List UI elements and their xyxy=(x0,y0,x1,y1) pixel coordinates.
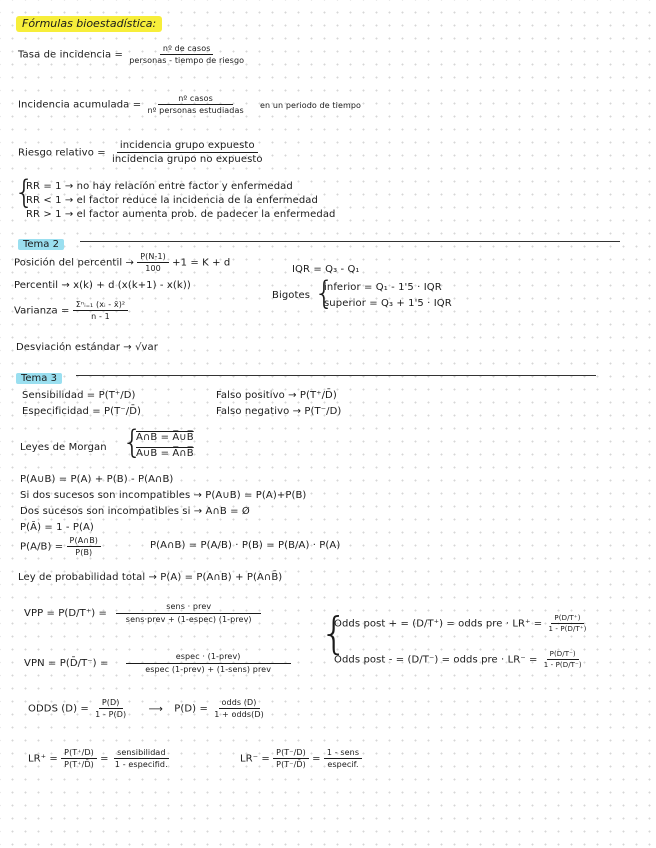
tasa-incidencia-den: personas - tiempo de riesgo xyxy=(129,56,245,65)
varianza-fraction xyxy=(73,300,128,321)
tema-3-heading-text: Tema 3 xyxy=(16,373,62,384)
odds-label: ODDS (D) = xyxy=(28,703,89,715)
morgan-law-1-text: A∩B = A̅∪B̅ xyxy=(136,432,194,443)
odds-post-negative xyxy=(334,650,585,669)
tasa-incidencia-label: Tasa de incidencia = xyxy=(18,49,123,61)
posicion-percentil-suffix: +1 = K + d xyxy=(172,257,231,269)
lr-negative-num-2: 1 - sens xyxy=(324,748,362,759)
rr-rule-less: RR < 1 → el factor reduce la incidencia de la enfermedad xyxy=(26,195,318,206)
prob-d-fraction xyxy=(211,698,267,719)
odds-post-positive-text: Odds post + = (D/T⁺) = odds pre · LR⁺ = xyxy=(334,618,543,630)
bigotes-label: Bigotes xyxy=(272,290,311,301)
odds-post-negative-den: 1 - P(D/T⁻) xyxy=(543,661,582,669)
desviacion-estandar-formula: Desviación estándar → √var xyxy=(16,342,158,353)
percentil-formula: Percentil → x(k) + d (x(k+1) - x(k)) xyxy=(14,280,191,291)
odds-post-positive-fraction xyxy=(546,614,590,633)
varianza-num: Σⁿᵢ₌₁ (xᵢ - x̄)² xyxy=(73,300,128,311)
odds-formula xyxy=(28,698,267,719)
odds-post-negative-text: Odds post - = (D/T⁻) = odds pre · LR⁻ = xyxy=(334,654,538,666)
lr-negative-fraction-2 xyxy=(324,748,362,769)
vpn-num: espec · (1-prev) xyxy=(126,652,291,664)
bigotes-list xyxy=(324,280,452,312)
vpn-label: VPN = P(D̄/T⁻) = xyxy=(24,658,109,669)
falso-positivo-formula: Falso positivo → P(T⁺/D̄) xyxy=(216,390,337,401)
varianza-formula xyxy=(14,300,128,321)
varianza-den: n - 1 xyxy=(91,312,110,321)
incidencia-acumulada-formula xyxy=(18,94,361,115)
incompatibles-def: Dos sucesos son incompatibles si → A∩B = Ø xyxy=(20,506,250,517)
lr-negative-num: P(T⁻/D) xyxy=(273,748,309,759)
union-formula: P(A∪B) = P(A) + P(B) - P(A∩B) xyxy=(20,474,174,485)
morgan-law-2 xyxy=(136,446,194,462)
tema-3-divider xyxy=(76,375,596,376)
posicion-percentil-fraction xyxy=(137,252,169,273)
rr-rules-brace: { xyxy=(14,173,35,211)
odds-num: P(D) xyxy=(99,698,123,709)
posicion-percentil-den: 100 xyxy=(145,264,161,273)
lr-positive-label: LR⁺ = xyxy=(28,753,58,765)
riesgo-relativo-fraction xyxy=(109,140,266,165)
odds-post-positive-den: 1 - P(D/T⁺) xyxy=(548,625,587,633)
vpp-fraction xyxy=(116,602,261,624)
lr-negative-eq: = xyxy=(312,753,321,765)
morgan-list xyxy=(136,430,194,462)
bigotes-brace: { xyxy=(314,274,335,312)
condicional-fraction xyxy=(67,536,101,557)
especificidad-formula: Especificidad = P(T⁻/D̄) xyxy=(22,406,142,417)
lr-positive-eq: = xyxy=(100,753,109,765)
riesgo-relativo-label: Riesgo relativo = xyxy=(18,147,106,159)
odds-arrow: ⟶ xyxy=(148,703,163,715)
prob-d-den: 1 + odds(D) xyxy=(214,710,264,719)
sensibilidad-formula: Sensibilidad = P(T⁺/D) xyxy=(22,390,136,401)
incidencia-acumulada-den: nº personas estudiadas xyxy=(147,106,244,115)
riesgo-relativo-formula xyxy=(18,140,266,165)
morgan-law-1 xyxy=(136,430,194,446)
vpn-formula xyxy=(24,652,291,674)
tema-2-heading xyxy=(18,232,64,251)
vpp-label: VPP = P(D/T⁺) = xyxy=(24,608,107,619)
prob-total-formula: Ley de probabilidad total → P(A) = P(A∩B) + P(A∩B̄) xyxy=(18,572,283,583)
page-title-text: Fórmulas bioestadística: xyxy=(16,16,162,32)
odds-post-positive-num: P(D/T⁺) xyxy=(551,614,583,624)
riesgo-relativo-num: incidencia grupo expuesto xyxy=(117,140,258,153)
vpp-formula xyxy=(24,602,261,624)
lr-negative-fraction xyxy=(273,748,309,769)
falso-negativo-formula: Falso negativo → P(T⁻/D) xyxy=(216,406,342,417)
riesgo-relativo-den: incidencia grupo no expuesto xyxy=(111,154,263,165)
tema-2-divider xyxy=(80,241,620,242)
lr-negative-den: P(T⁻/D̄) xyxy=(276,760,306,769)
page-title xyxy=(16,12,162,31)
lr-positive-fraction xyxy=(61,748,97,769)
odds-post-negative-num: P(D/T⁻) xyxy=(547,650,579,660)
condicional-label: P(A/B) = xyxy=(20,541,64,553)
vpn-fraction xyxy=(126,652,291,674)
vpp-num: sens · prev xyxy=(116,602,261,614)
varianza-label: Varianza = xyxy=(14,305,70,317)
incidencia-acumulada-fraction xyxy=(144,94,246,115)
lr-positive-num: P(T⁺/D) xyxy=(61,748,97,759)
prob-d-num: odds (D) xyxy=(219,698,260,709)
incidencia-acumulada-label: Incidencia acumulada = xyxy=(18,99,142,111)
lr-positive-fraction-2 xyxy=(112,748,171,769)
incompatibles-union: Si dos sucesos son incompatibles → P(A∪B) = P(A)+P(B) xyxy=(20,490,307,501)
tema-2-heading-text: Tema 2 xyxy=(18,239,64,250)
tasa-incidencia-fraction xyxy=(126,44,247,65)
rr-rule-greater: RR > 1 → el factor aumenta prob. de padecer la enfermedad xyxy=(26,209,336,220)
condicional-den: P(B) xyxy=(75,548,93,557)
prob-d-label: P(D) = xyxy=(174,703,208,715)
odds-den: 1 - P(D) xyxy=(95,710,127,719)
incidencia-acumulada-num: nº casos xyxy=(158,94,233,105)
posicion-percentil-label: Posición del percentil → xyxy=(14,257,134,269)
morgan-law-2-text: A∪B = A̅∩B̅ xyxy=(136,448,194,459)
odds-post-negative-fraction xyxy=(541,650,585,669)
interseccion-formula: P(A∩B) = P(A/B) · P(B) = P(B/A) · P(A) xyxy=(150,540,341,551)
incidencia-acumulada-suffix: en un periodo de tiempo xyxy=(260,100,362,110)
vpp-den: sens·prev + (1-espec) (1-prev) xyxy=(125,615,252,624)
rr-rules-list xyxy=(26,180,336,222)
tasa-incidencia-formula xyxy=(18,44,247,65)
bigote-inferior: inferior = Q₁ - 1'5 · IQR xyxy=(324,282,442,293)
posicion-percentil-num: P(N-1) xyxy=(137,252,169,263)
lr-positive-den-2: 1 - especifid. xyxy=(114,760,168,769)
morgan-brace: { xyxy=(122,423,143,461)
rr-rule-equal: RR = 1 → no hay relación entre factor y enfermedad xyxy=(26,181,293,192)
lr-negative-formula xyxy=(240,748,362,769)
condicional-num: P(A∩B) xyxy=(67,536,101,547)
condicional-formula xyxy=(20,536,101,557)
odds-post-brace: { xyxy=(320,608,348,659)
complemento-formula: P(Ā) = 1 - P(A) xyxy=(20,522,94,533)
lr-negative-label: LR⁻ = xyxy=(240,753,270,765)
lr-positive-den: P(T⁺/D̄) xyxy=(64,760,94,769)
lr-positive-formula xyxy=(28,748,171,769)
lr-negative-den-2: especif. xyxy=(327,760,359,769)
iqr-formula: IQR = Q₃ - Q₁ xyxy=(292,264,360,275)
odds-fraction xyxy=(92,698,129,719)
posicion-percentil-formula xyxy=(14,252,230,273)
odds-post-positive xyxy=(334,614,589,633)
lr-positive-num-2: sensibilidad xyxy=(114,748,169,759)
tasa-incidencia-num: nº de casos xyxy=(160,44,214,55)
tema-3-heading xyxy=(16,366,62,385)
bigote-superior: superior = Q₃ + 1'5 · IQR xyxy=(324,298,452,309)
morgan-label: Leyes de Morgan xyxy=(20,442,107,453)
vpn-den: espec (1-prev) + (1-sens) prev xyxy=(145,665,272,674)
